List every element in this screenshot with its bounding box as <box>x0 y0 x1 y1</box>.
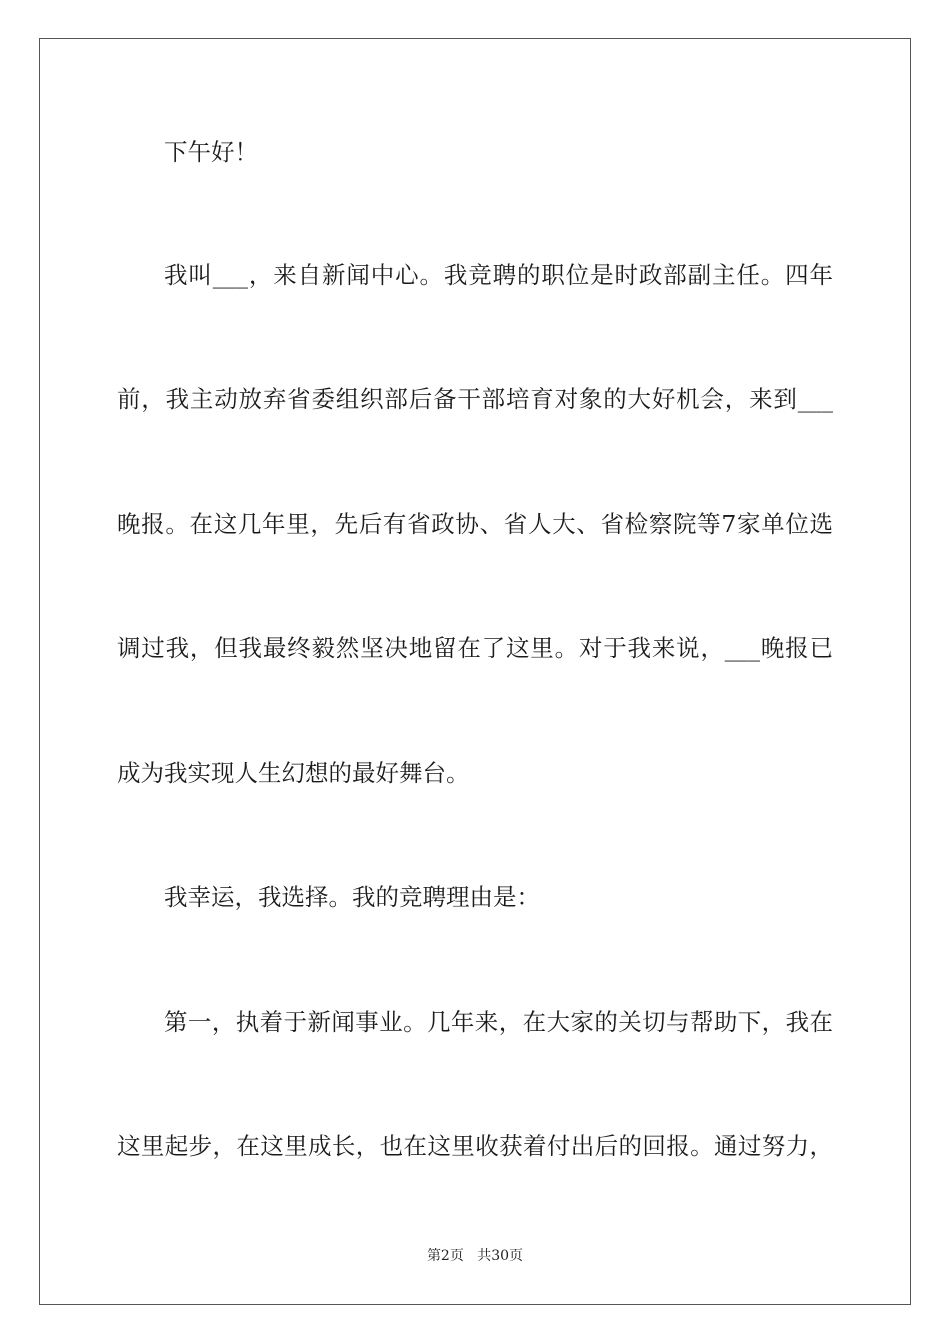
page-border <box>39 38 911 1305</box>
body-line-4: 调过我，但我最终毅然坚决地留在了这里。对于我来说，___晚报已 <box>117 634 833 662</box>
body-line-8: 这里起步，在这里成长，也在这里收获着付出后的回报。通过努力， <box>117 1132 833 1160</box>
body-line-2: 前，我主动放弃省委组织部后备干部培育对象的大好机会，来到___ <box>117 385 833 413</box>
page-total: 共30页 <box>477 1248 524 1264</box>
body-line-3: 晚报。在这几年里，先后有省政协、省人大、省检察院等7家单位选 <box>117 510 833 538</box>
page-footer <box>0 1247 950 1265</box>
greeting-line: 下午好！ <box>164 138 258 166</box>
page-number: 第2页 <box>426 1248 464 1264</box>
body-line-1: 我叫___，来自新闻中心。我竞聘的职位是时政部副主任。四年 <box>164 261 833 289</box>
body-line-7: 第一，执着于新闻事业。几年来，在大家的关切与帮助下，我在 <box>164 1008 833 1036</box>
body-line-6: 我幸运，我选择。我的竞聘理由是： <box>164 883 540 911</box>
body-line-5: 成为我实现人生幻想的最好舞台。 <box>117 759 470 787</box>
